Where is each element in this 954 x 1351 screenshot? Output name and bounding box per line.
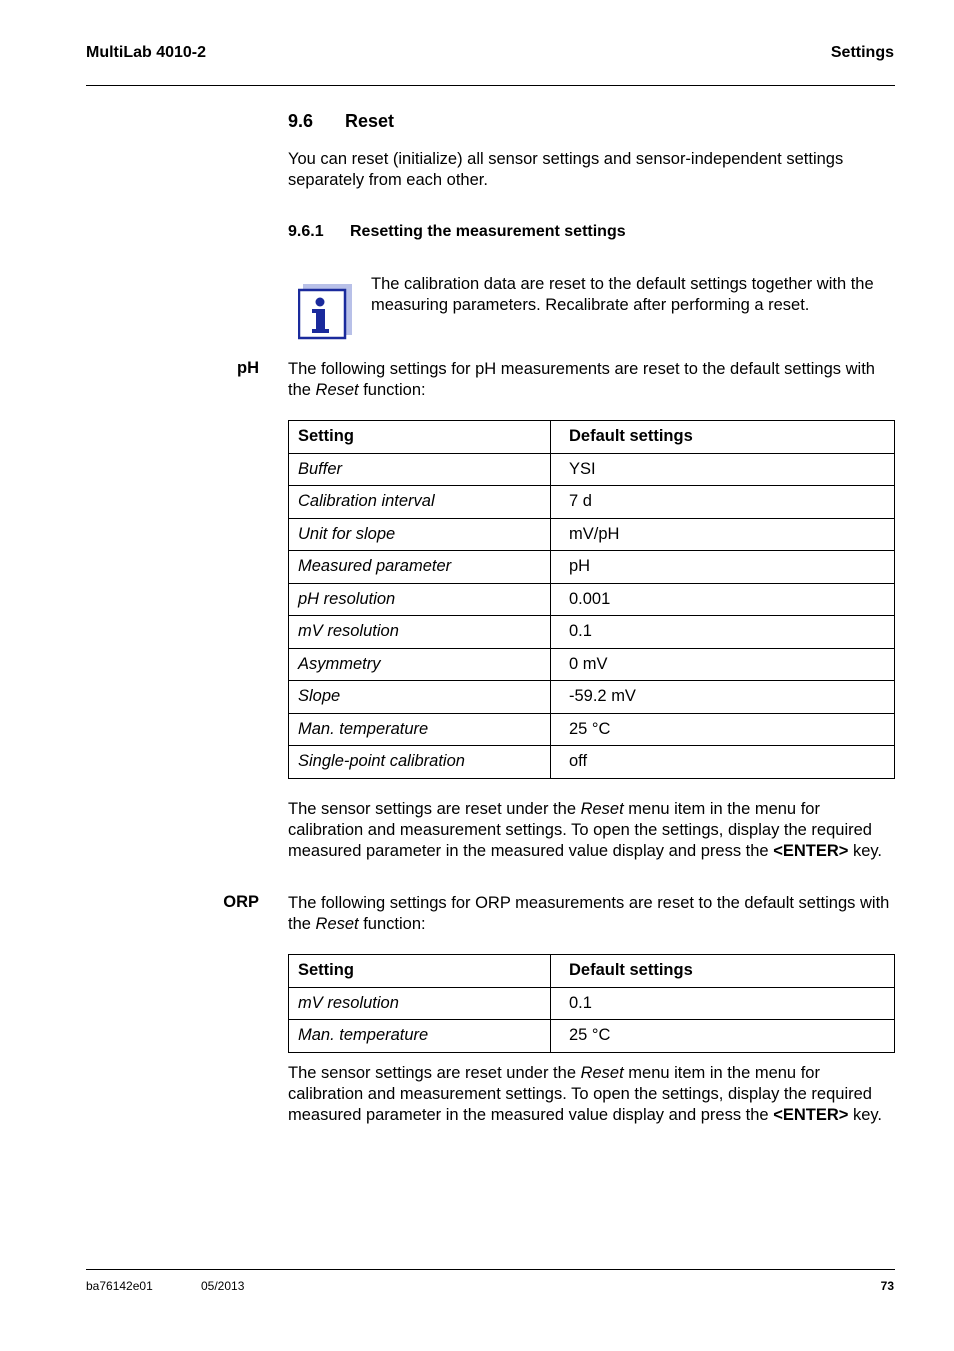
orp-settings-table	[288, 954, 895, 1053]
table-row	[289, 583, 895, 616]
orp-after-paragraph: The sensor settings are reset under the Reset menu item in the menu for calibration and measurement settings. To open the settings, display the required measured parameter in the measured value display and press the <ENTER> key.	[288, 1064, 883, 1124]
orp-label: ORP	[223, 893, 259, 911]
table-row	[289, 486, 895, 519]
default-cell: 0.1	[551, 987, 895, 1020]
footer-rule	[86, 1269, 895, 1270]
default-cell: off	[551, 746, 895, 779]
column-header-default: Default settings	[551, 955, 895, 988]
ph-intro: The following settings for pH measurements are reset to the default settings with the Reset function:	[288, 360, 875, 399]
header-section: Settings	[830, 44, 894, 61]
table-row	[289, 746, 895, 779]
header-rule	[86, 85, 895, 86]
default-cell: 25 °C	[551, 713, 895, 746]
footer-date: 05/2013	[201, 1279, 245, 1293]
footer-doc-id: ba76142e01	[86, 1279, 153, 1293]
default-cell: 7 d	[551, 486, 895, 519]
table-header-row	[289, 421, 895, 454]
ph-after-paragraph: The sensor settings are reset under the Reset menu item in the menu for calibration and measurement settings. To open the settings, display the required measured parameter in the measured value display and press the <ENTER> key.	[288, 800, 883, 860]
setting-cell: mV resolution	[289, 987, 551, 1020]
setting-cell: Single-point calibration	[289, 746, 551, 779]
info-icon	[298, 284, 352, 340]
table-row	[289, 681, 895, 714]
setting-cell: Man. temperature	[289, 713, 551, 746]
default-cell: 0.001	[551, 583, 895, 616]
setting-cell: Asymmetry	[289, 648, 551, 681]
section-title: Reset	[345, 111, 395, 131]
subsection-number: 9.6.1	[288, 223, 324, 240]
table-row	[289, 616, 895, 649]
ph-settings-table	[288, 420, 895, 779]
default-cell: 0.1	[551, 616, 895, 649]
column-header-default: Default settings	[551, 421, 895, 454]
default-cell: 25 °C	[551, 1020, 895, 1053]
setting-cell: pH resolution	[289, 583, 551, 616]
table-header-row	[289, 955, 895, 988]
setting-cell: Measured parameter	[289, 551, 551, 584]
default-cell: 0 mV	[551, 648, 895, 681]
table-row	[289, 987, 895, 1020]
setting-cell: Unit for slope	[289, 518, 551, 551]
intro-paragraph: You can reset (initialize) all sensor settings and sensor-independent settings separately from each other.	[288, 150, 844, 189]
ph-label: pH	[237, 359, 259, 377]
table-row	[289, 453, 895, 486]
default-cell: -59.2 mV	[551, 681, 895, 714]
setting-cell: Calibration interval	[289, 486, 551, 519]
table-row	[289, 551, 895, 584]
column-header-setting: Setting	[289, 421, 551, 454]
subsection-title: Resetting the measurement settings	[350, 223, 626, 240]
setting-cell: Man. temperature	[289, 1020, 551, 1053]
setting-cell: mV resolution	[289, 616, 551, 649]
info-note: The calibration data are reset to the default settings together with the measuring parameters. Recalibrate after performing a reset.	[371, 275, 874, 314]
section-number: 9.6	[288, 111, 314, 131]
default-cell: pH	[551, 551, 895, 584]
table-row	[289, 1020, 895, 1053]
table-row	[289, 648, 895, 681]
table-row	[289, 713, 895, 746]
orp-intro: The following settings for ORP measurements are reset to the default settings with the Reset function:	[288, 894, 890, 933]
setting-cell: Buffer	[289, 453, 551, 486]
column-header-setting: Setting	[289, 955, 551, 988]
header-title: MultiLab 4010-2	[86, 44, 207, 61]
table-row	[289, 518, 895, 551]
default-cell: mV/pH	[551, 518, 895, 551]
setting-cell: Slope	[289, 681, 551, 714]
default-cell: YSI	[551, 453, 895, 486]
footer-page-number: 73	[880, 1279, 894, 1293]
